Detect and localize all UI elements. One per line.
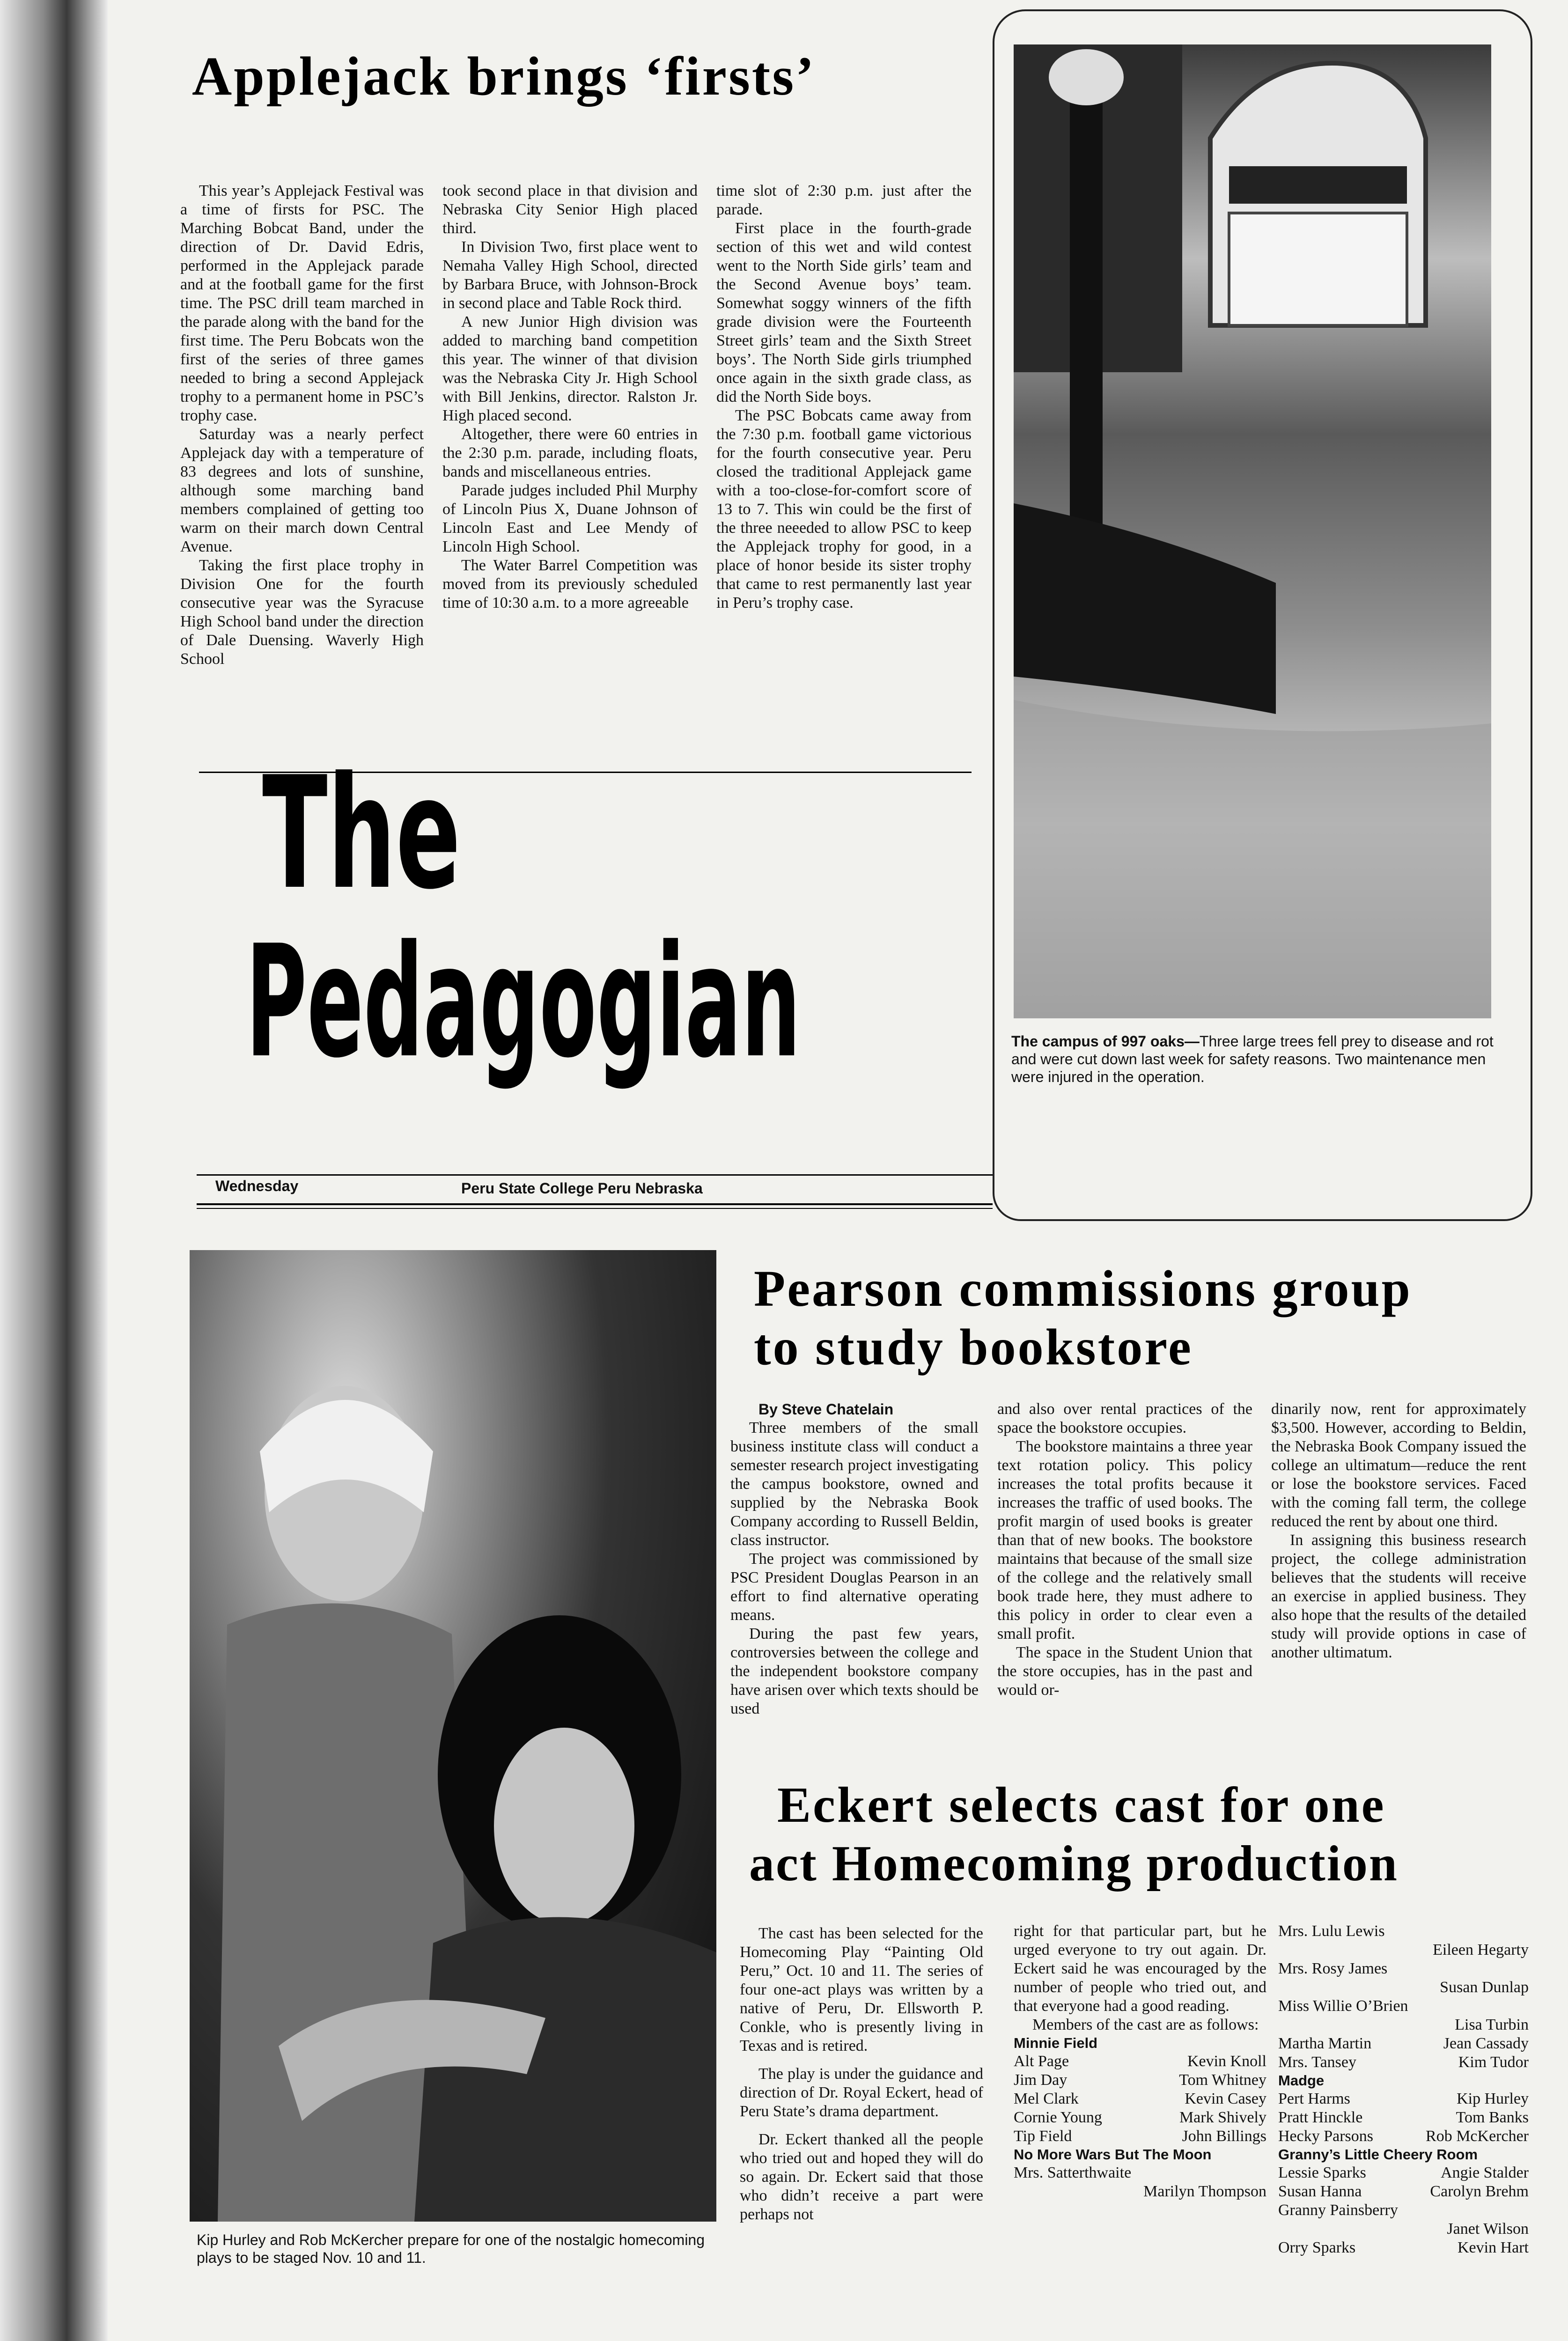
cast-photo-scene (190, 1250, 716, 2222)
cast-row (1278, 2108, 1529, 2127)
actor: Kim Tudor (1458, 2054, 1529, 2071)
cast-row (1014, 2090, 1266, 2108)
play-title: Madge (1278, 2072, 1325, 2089)
role: Miss Willie O’Brien (1278, 1997, 1408, 2015)
eckert-headline-line2: act Homecoming production (749, 1836, 1399, 1892)
masthead-rule-upper (197, 1174, 993, 1176)
paragraph: The PSC Bobcats came away from the 7:30 p.m. football game victorious for the fourth consecutive year. Peru closed the traditional Applejack game with a too-close-for-comfort score of 13 to 7. This win could be the first of the three neeeded to allow PSC to keep the Applejack trophy for good, in a place of honor beside its sister trophy that came to rest permanently last year in Peru’s trophy case. (716, 407, 972, 611)
actor: Eileen Hegarty (1433, 1941, 1529, 1958)
cast-row (1014, 2127, 1266, 2146)
pearson-column-3 (1271, 1400, 1526, 1662)
actor: John Billings (1182, 2128, 1266, 2145)
paragraph: The space in the Student Union that the store occupies, has in the past and would or- (997, 1644, 1252, 1699)
cast-row (1278, 2090, 1529, 2108)
role: Pert Harms (1278, 2090, 1350, 2107)
masthead-the: The (262, 744, 461, 923)
paragraph: The project was commissioned by PSC President Douglas Pearson in an effort to find alternative operating means. (730, 1550, 979, 1624)
role: Hecky Parsons (1278, 2128, 1374, 2145)
role: Jim Day (1014, 2071, 1067, 2089)
byline: By Steve Chatelain (758, 1401, 894, 1418)
eckert-column-1 (740, 1924, 983, 2224)
eckert-headline-line1: Eckert selects cast for one (777, 1777, 1386, 1833)
actor: Jean Cassady (1443, 2035, 1529, 2052)
cast-row (1014, 2071, 1266, 2090)
play-title: Minnie Field (1014, 2035, 1098, 2051)
paragraph: In Division Two, first place went to Nemaha Valley High School, directed by Barbara Bruce, with Johnson-Brock in second place and Table Rock third. (442, 238, 698, 312)
cast-row (1278, 2053, 1529, 2072)
paragraph: took second place in that division and Nebraska City Senior High placed third. (442, 182, 698, 237)
pearson-column-2 (997, 1400, 1252, 1700)
paragraph: During the past few years, controversies between the college and the independent bookstore company have arisen over which texts should be used (730, 1625, 979, 1717)
role: Lessie Sparks (1278, 2164, 1366, 2181)
cast-photo (190, 1250, 716, 2222)
paragraph: Altogether, there were 60 entries in the 2:30 p.m. parade, including floats, bands and miscellaneous entries. (442, 426, 698, 480)
paragraph: right for that particular part, but he urged everyone to try out again. Dr. Eckert said he was encouraged by the number of people who tried out, and that everyone had a good reading. (1014, 1922, 1266, 2015)
actor: Carolyn Brehm (1430, 2183, 1529, 2200)
paragraph: This year’s Applejack Festival was a time of firsts for PSC. The Marching Bobcat Band, under the direction of Dr. David Edris, performed in the Applejack parade and at the football game for the first time. The PSC drill team marched in the parade along with the band for the first time. The Peru Bobcats won the first of the series of three games needed to bring a second Applejack trophy to a permanent home in PSC’s trophy case. (180, 182, 424, 424)
actor: Angie Stalder (1441, 2164, 1529, 2181)
role: Mrs. Satterthwaite (1014, 2164, 1132, 2181)
actor: Marilyn Thompson (1143, 2183, 1266, 2200)
actor: Janet Wilson (1447, 2220, 1529, 2238)
paragraph: First place in the fourth-grade section of this wet and wild contest went to the North Side girls’ team and the Second Avenue boys’ team. Somewhat soggy winners of the fifth grade division were the Fourteenth Street girls’ team and the Sixth Street boys’. The North Side girls triumphed once again in the sixth grade class, as did the North Side boys. (716, 220, 972, 405)
actor: Lisa Turbin (1455, 2016, 1529, 2033)
cast-row (1278, 2127, 1529, 2146)
masthead-day: Wednesday (215, 1178, 299, 1194)
campus-photo-caption (1011, 1032, 1522, 1086)
role: Pratt Hinckle (1278, 2109, 1363, 2126)
masthead-location: Peru State College Peru Nebraska (461, 1180, 703, 1197)
paragraph: Dr. Eckert thanked all the people who tried out and hoped they will do so again. Dr. Eckert said that those who didn’t receive a part were perhaps not (740, 2131, 983, 2223)
role: Mel Clark (1014, 2090, 1079, 2107)
paragraph: and also over rental practices of the space the bookstore occupies. (997, 1400, 1252, 1436)
actor: Tom Banks (1456, 2109, 1529, 2126)
role: Granny Painsberry (1278, 2201, 1398, 2219)
role: Orry Sparks (1278, 2239, 1356, 2256)
role: Tip Field (1014, 2128, 1072, 2145)
page-binding-shadow (0, 0, 108, 2341)
role: Susan Hanna (1278, 2183, 1362, 2200)
role: Mrs. Tansey (1278, 2054, 1356, 2071)
actor: Kevin Knoll (1187, 2053, 1266, 2070)
role: Mrs. Rosy James (1278, 1960, 1388, 1977)
role: Martha Martin (1278, 2035, 1372, 2052)
caption-text: Three large trees fell prey to disease and rot and were cut down last week for safety reasons. Two maintenance men were injured in the operation. (1011, 1033, 1494, 1085)
applejack-headline: Applejack brings ‘firsts’ (192, 45, 816, 107)
paragraph: The cast has been selected for the Homecoming Play “Painting Old Peru,” Oct. 10 and 11. The series of four one-act plays was written by a native of Peru, Dr. Ellsworth P. Conkle, who is presently living in Texas and is retired. (740, 1925, 983, 2054)
paragraph: Taking the first place trophy in Division One for the fourth consecutive year was the Syracuse High School band under the direction of Dale Duensing. Waverly High School (180, 557, 424, 668)
cast-photo-caption: Kip Hurley and Rob McKercher prepare for one of the nostalgic homecoming plays to be staged Nov. 10 and 11. (197, 2231, 705, 2266)
cast-row (1278, 2164, 1529, 2182)
actor: Kevin Casey (1185, 2090, 1266, 2107)
paragraph: Three members of the small business institute class will conduct a semester research project investigating the campus bookstore, owned and supplied by the Nebraska Book Company according to Russell Beldin, class instructor. (730, 1419, 979, 1549)
eckert-column-3 (1278, 1922, 1529, 2257)
cast-row (1014, 2108, 1266, 2127)
campus-photo-scene (1014, 44, 1491, 1018)
cast-row (1014, 2052, 1266, 2071)
masthead-rule-lower (197, 1203, 993, 1205)
paragraph: The Water Barrel Competition was moved from its previously scheduled time of 10:30 a.m. to a more agreeable (442, 557, 698, 611)
actor: Susan Dunlap (1440, 1979, 1529, 1996)
role: Mrs. Lulu Lewis (1278, 1922, 1385, 1940)
role: Cornie Young (1014, 2109, 1102, 2126)
campus-photo (1014, 44, 1491, 1018)
pearson-column-1 (730, 1400, 979, 1718)
pearson-headline-line1: Pearson commissions group (754, 1260, 1412, 1317)
paragraph: dinarily now, rent for approximately $3,500. However, according to Beldin, the Nebraska Book Company issued the college an ultimatum—reduce the rent or lose the bookstore services. Faced with the coming fall term, the college reduced the rent by about one third. (1271, 1400, 1526, 1530)
paragraph: The play is under the guidance and direction of Dr. Royal Eckert, head of Peru State’s drama department. (740, 2065, 983, 2120)
paragraph: Parade judges included Phil Murphy of Lincoln Pius X, Duane Johnson of Lincoln East and Lee Mendy of Lincoln High School. (442, 482, 698, 555)
actor: Kip Hurley (1457, 2090, 1529, 2107)
cast-row (1278, 2182, 1529, 2201)
caption-lead: The campus of 997 oaks— (1011, 1033, 1200, 1050)
paragraph: Saturday was a nearly perfect Applejack day with a temperature of 83 degrees and lots of sunshine, although some marching band members complained of getting too warm on their march down Central Avenue. (180, 426, 424, 555)
eckert-column-2 (1014, 1922, 1266, 2201)
masthead-pedagogian: Pedagogian (246, 912, 801, 1092)
paragraph: The bookstore maintains a three year text rotation policy. This policy increases the total profits because it increases the traffic of used books. The profit margin of used books is greater than that of new books. The bookstore maintains that because of the small size of the college and the relatively small book trade here, they must adhere to this policy in order to clear even a small profit. (997, 1438, 1252, 1642)
paragraph: In assigning this business research project, the college administration believes that the students will receive an exercise in applied business. They also hope that the results of the detailed study will provide options in case of another ultimatum. (1271, 1531, 1526, 1661)
actor: Tom Whitney (1179, 2071, 1266, 2089)
actor: Kevin Hart (1457, 2239, 1529, 2256)
play-title: Granny’s Little Cheery Room (1278, 2146, 1478, 2163)
role: Alt Page (1014, 2053, 1069, 2070)
applejack-column-1 (180, 182, 424, 669)
actor: Rob McKercher (1426, 2128, 1529, 2145)
play-title: No More Wars But The Moon (1014, 2146, 1212, 2163)
actor: Mark Shively (1179, 2109, 1266, 2126)
pearson-headline-line2: to study bookstore (754, 1318, 1193, 1376)
masthead-rule-double (197, 1208, 993, 1209)
applejack-column-3 (716, 182, 972, 612)
paragraph: Members of the cast are as follows: (1032, 2016, 1259, 2033)
cast-row (1278, 2034, 1529, 2053)
paragraph: A new Junior High division was added to marching band competition this year. The winner of that division was the Nebraska City Jr. High School with Bill Jenkins, director. Ralston Jr. High placed second. (442, 313, 698, 424)
paragraph: time slot of 2:30 p.m. just after the parade. (716, 182, 972, 218)
cast-row (1278, 2238, 1529, 2257)
applejack-column-2 (442, 182, 698, 612)
